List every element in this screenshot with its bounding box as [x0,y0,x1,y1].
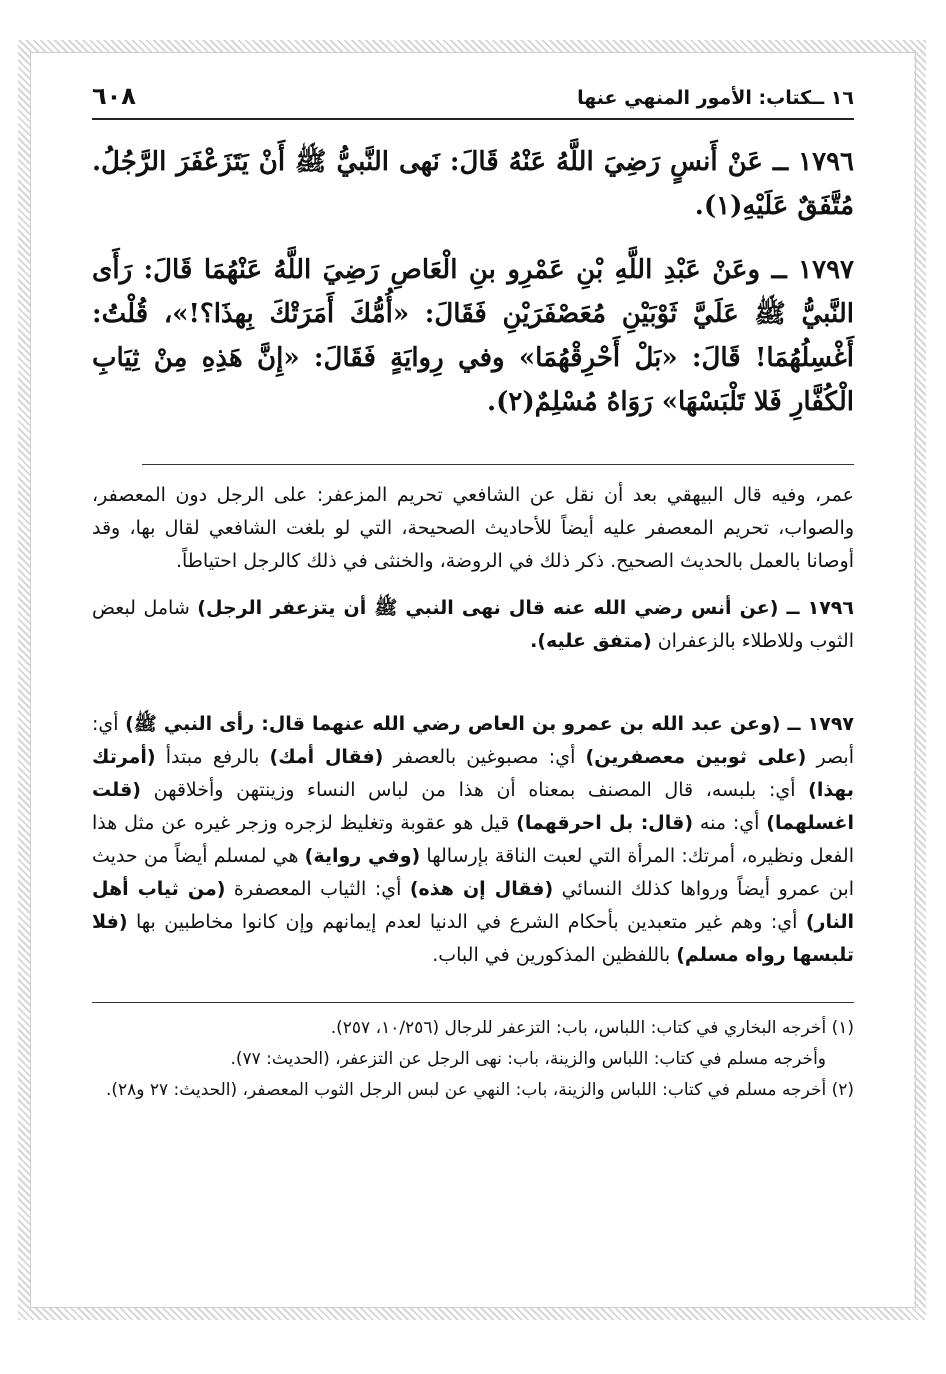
book-page [92,82,854,1106]
footnote-separator [92,1002,854,1003]
page-header [92,82,854,120]
section-separator [142,464,854,465]
commentary-quote: (فقال إن هذه) [409,878,554,900]
commentary-text: بالرفع مبتدأ [155,746,270,768]
commentary-paragraph-1796 [92,592,854,658]
commentary-text: أي: مصبوغين بالعصفر [383,746,586,768]
commentary-text: أي: منه [693,812,767,834]
commentary-quote: (فلا تلبسها رواه مسلم) [92,911,854,966]
page-number: ٦٠٨ [92,82,136,110]
commentary-paragraph-1797 [92,708,854,972]
commentary-quote: (فقال أمك) [269,746,384,768]
commentary-quote: (أمرتك بهذا) [92,746,854,801]
commentary-text: أي: الثياب المعصفرة [225,878,410,900]
hadith-1796: ١٧٩٦ ــ عَنْ أَنسٍ رَضِيَ اللَّهُ عَنْهُ قَالَ: نَهى النَّبيُّ ﷺ أَنْ يَتَزَعْفَرَ الرَّجُلُ. مُتَّفَقٌ عَلَيْهِ(١). [92,147,854,221]
commentary-quote: (متفق عليه). [530,630,652,652]
commentary-quote: (من ثياب أهل النار) [92,878,854,933]
hadith-1797: ١٧٩٧ ــ وعَنْ عَبْدِ اللَّهِ بْنِ عَمْرِو بنِ الْعَاصِ رَضِيَ اللَّهُ عَنْهُمَا قَالَ: رَأَى النَّبيُّ ﷺ عَلَيَّ ثَوْبَيْنِ مُعَصْفَرَيْنِ فَقَالَ: «أُمُّكَ أَمَرَتْكَ بِهذَا؟!»، قُلْتُ: أَغْسِلُهُمَا! قَالَ: «بَلْ أَحْرِقْهُمَا» وفي رِوايَةٍ فَقَالَ: «إِنَّ هَذِهِ مِنْ ثِيَابِ الْكُفَّارِ فَلا تَلْبَسْهَا» رَوَاهُ مُسْلِمٌ(٢). [92,255,854,417]
footnote-2: (٢) أخرجه مسلم في كتاب: اللباس والزينة، باب: النهي عن لبس الرجل الثوب المعصفر، (الحديث: ٢٧ و٢٨). [105,1080,854,1100]
commentary-text: شامل لبعض الثوب وللاطلاء بالزعفران [92,597,854,652]
commentary-quote: ١٧٩٧ ــ (وعن عبد الله بن عمرو بن العاص رضي الله عنهما قال: رأى النبي ﷺ) [125,713,855,735]
commentary-text: أي: أبصر [92,713,854,768]
commentary-text: أي: وهم غير متعبدين بأحكام الشرع في الدنيا لعدم إيمانهم وإن كانوا مخاطبين بها [127,911,806,933]
footnote-1: (١) أخرجه البخاري في كتاب: اللباس، باب: التزعفر للرجال (١٠/٢٥٦، ٢٥٧). [330,1018,854,1038]
commentary-quote: (على ثوبين معصفرين) [585,746,807,768]
commentary-text: أي: بلبسه، قال المصنف بمعناه أن هذا من لباس النساء وزينتهن وأخلاقهن [141,779,809,801]
commentary-text: هي لمسلم أيضاً من حديث ابن عمرو أيضاً ورواها كذلك النسائي [92,845,854,900]
commentary-quote: (قال: بل احرقهما) [516,812,694,834]
footnote-1-continued: وأخرجه مسلم في كتاب: اللباس والزينة، باب: نهى الرجل عن التزعفر، (الحديث: ٧٧). [230,1049,826,1069]
commentary-text: قيل هو عقوبة وتغليظ لزجره وزجر غيره عن مثل هذا الفعل ونظيره، أمرتك: المرأة التي لعبت الناقة بإرسالها [92,812,854,867]
commentary-paragraph-1: عمر، وفيه قال البيهقي بعد أن نقل عن الشافعي تحريم المزعفر: على الرجل دون المعصفر، والصواب، تحريم المعصفر عليه أيضاً للأحاديث الصحيحة، التي لو بلغت الشافعي لقال بها، وقد أوصانا بالعمل بالحديث الصحيح. ذكر ذلك في الروضة، والخنثى في ذلك كالرجل احتياطاً. [92,484,854,572]
commentary-quote: (قلت اغسلهما) [92,779,854,834]
running-title: ١٦ ــكتاب: الأمور المنهي عنها [577,87,854,109]
commentary-quote: ١٧٩٦ ــ (عن أنس رضي الله عنه قال نهى النبي ﷺ أن يتزعفر الرجل) [197,597,854,619]
commentary-text: باللفظين المذكورين في الباب. [432,944,677,966]
commentary-quote: (وفي رواية) [304,845,421,867]
